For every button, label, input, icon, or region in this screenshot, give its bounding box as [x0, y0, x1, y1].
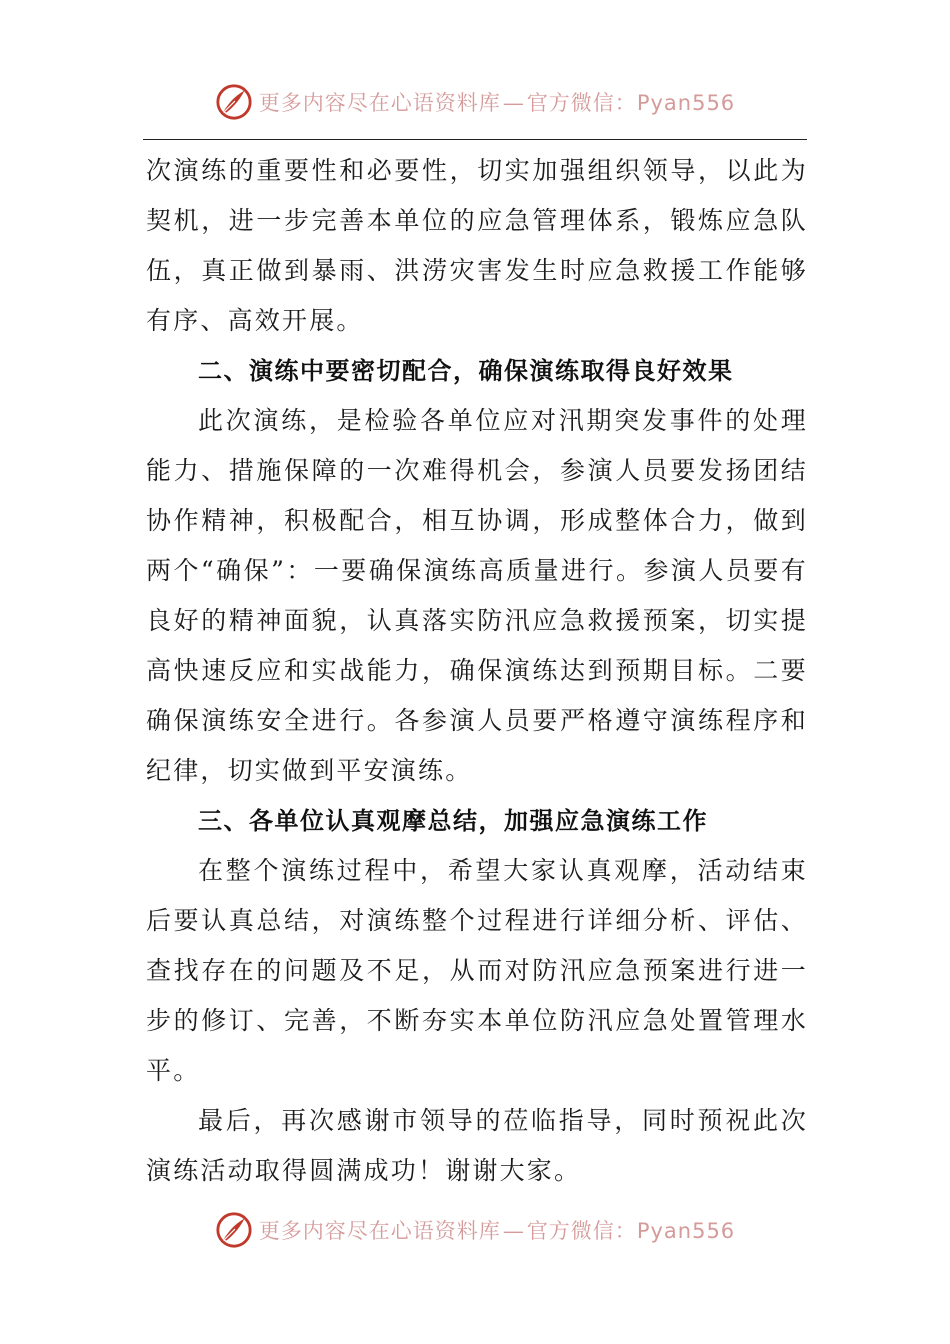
quill-logo-icon [215, 83, 253, 121]
footer-separator: — [502, 1219, 525, 1243]
header-wechat-label: 官方微信： [526, 91, 637, 115]
header-wechat-id: Pyan556 [636, 91, 736, 115]
footer-wechat-label: 官方微信： [526, 1219, 637, 1243]
document-body [146, 146, 808, 1196]
footer-wechat-id: Pyan556 [636, 1219, 736, 1243]
header-separator: — [502, 91, 525, 115]
paragraph-closing: 最后，再次感谢市领导的莅临指导，同时预祝此次演练活动取得圆满成功！谢谢大家。 [146, 1106, 808, 1185]
paragraph-continued: 次演练的重要性和必要性，切实加强组织领导，以此为契机，进一步完善本单位的应急管理体系，锻炼应急队伍，真正做到暴雨、洪涝灾害发生时应急救援工作能够有序、高效开展。 [146, 156, 808, 335]
section-heading-2: 二、演练中要密切配合，确保演练取得良好效果 [198, 357, 734, 385]
header-divider [143, 139, 807, 140]
footer-banner-title: 更多内容尽在心语资料库 [258, 1219, 501, 1243]
footer-banner [0, 1208, 950, 1252]
header-banner [0, 80, 950, 124]
footer-banner-text [259, 1215, 735, 1245]
paragraph-section-3: 在整个演练过程中，希望大家认真观摩，活动结束后要认真总结，对演练整个过程进行详细分析、评估、查找存在的问题及不足，从而对防汛应急预案进行进一步的修订、完善，不断夯实本单位防汛应急处置管理水平。 [146, 856, 808, 1085]
paragraph-section-2: 此次演练，是检验各单位应对汛期突发事件的处理能力、措施保障的一次难得机会，参演人员要发扬团结协作精神，积极配合，相互协调，形成整体合力，做到两个“确保”：一要确保演练高质量进行。参演人员要有良好的精神面貌，认真落实防汛应急救援预案，切实提高快速反应和实战能力，确保演练达到预期目标。二要确保演练安全进行。各参演人员要严格遵守演练程序和纪律，切实做到平安演练。 [146, 406, 808, 785]
header-banner-text [259, 87, 735, 117]
header-banner-title: 更多内容尽在心语资料库 [258, 91, 501, 115]
section-heading-3: 三、各单位认真观摩总结，加强应急演练工作 [198, 807, 708, 835]
quill-logo-icon [215, 1211, 253, 1249]
